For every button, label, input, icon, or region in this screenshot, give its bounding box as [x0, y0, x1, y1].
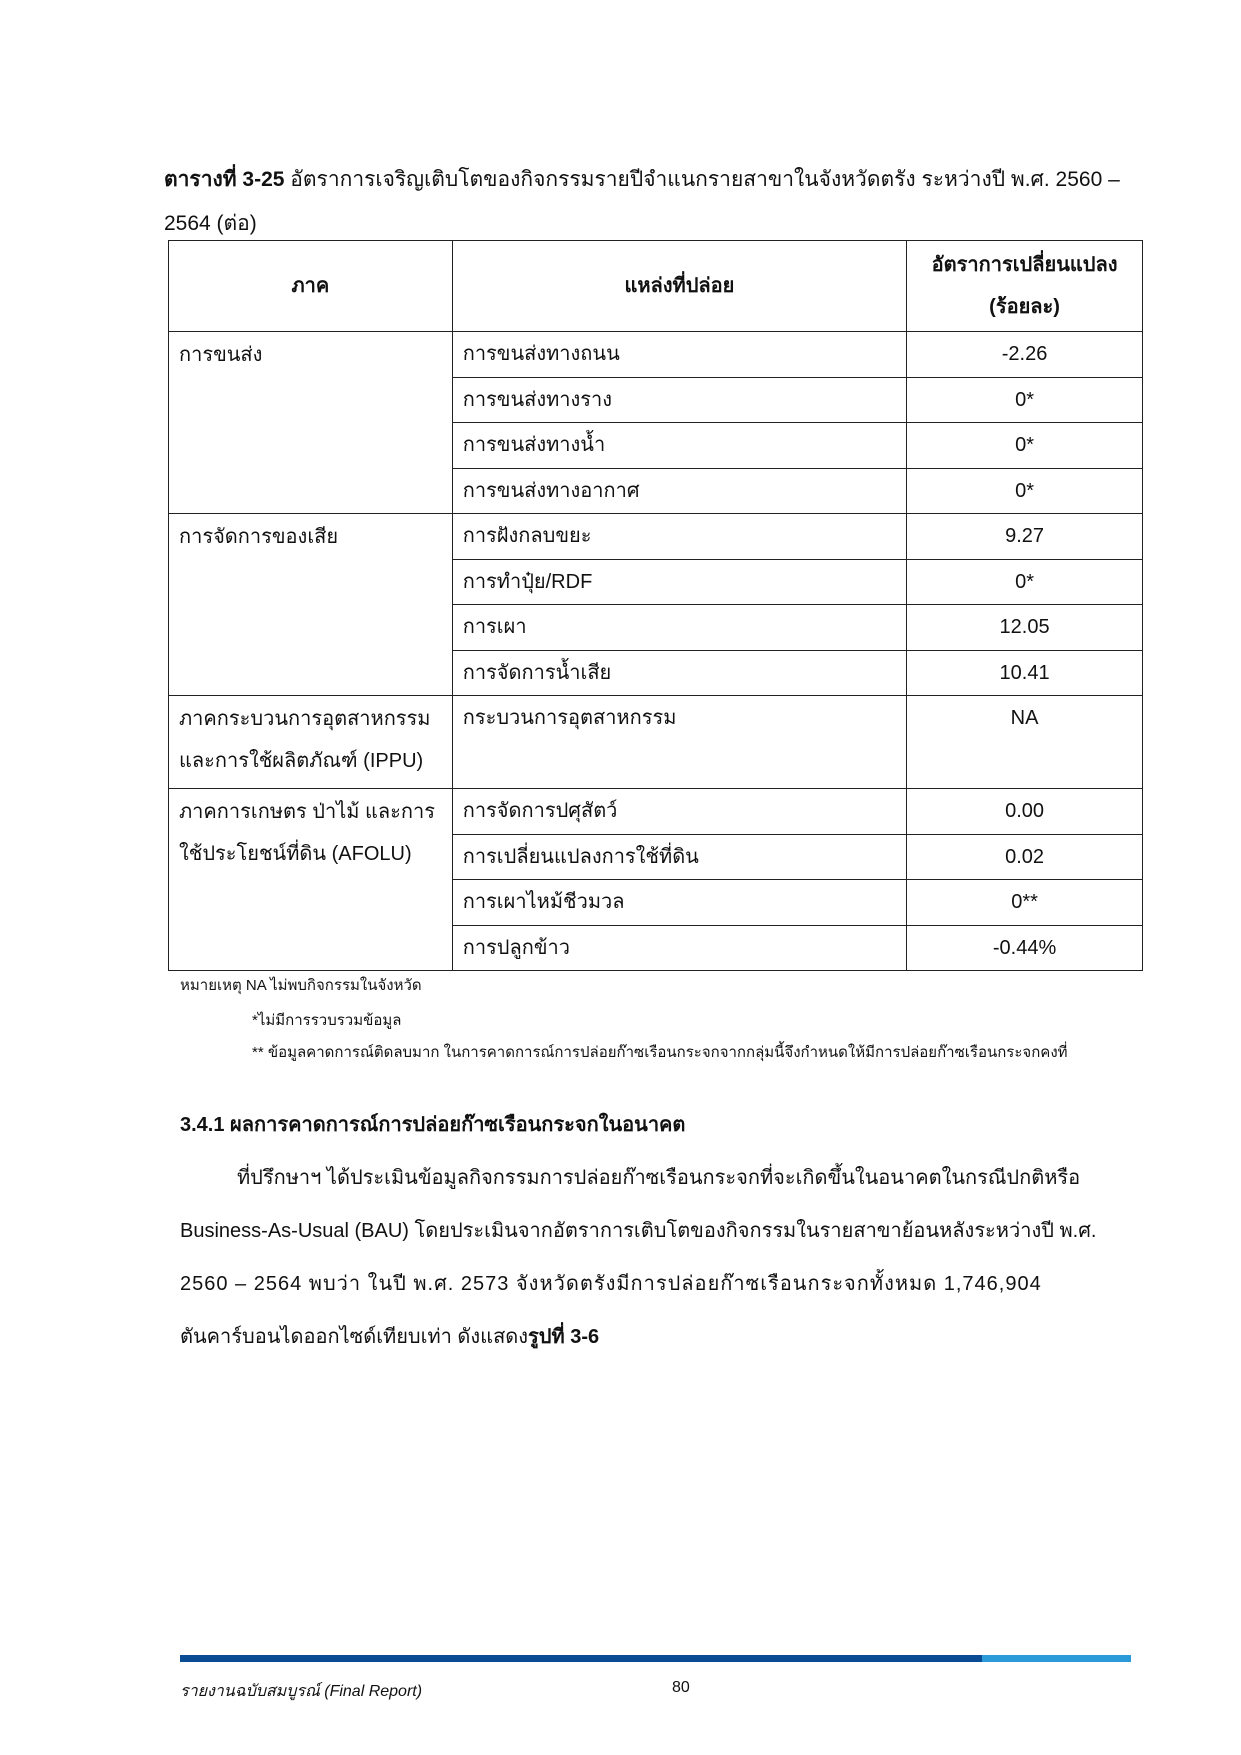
- source-cell: การขนส่งทางราง: [452, 377, 906, 423]
- footer-bar-accent: [982, 1655, 1131, 1662]
- source-cell: กระบวนการอุตสาหกรรม: [452, 696, 906, 789]
- paragraph-line: [180, 1311, 1132, 1364]
- paragraph-line: ที่ปรึกษาฯ ได้ประเมินข้อมูลกิจกรรมการปล่อยก๊าซเรือนกระจกที่จะเกิดขึ้นในอนาคตในกรณีปกติหรือ: [237, 1167, 1081, 1189]
- paragraph-line: Business-As-Usual (BAU) โดยประเมินจากอัตราการเติบโตของกิจกรรมในรายสาขาย้อนหลังระหว่างปี พ.ศ.: [180, 1220, 1097, 1242]
- rate-cell: 0*: [907, 559, 1143, 605]
- rate-cell: 0.02: [907, 834, 1143, 880]
- rate-cell: 0**: [907, 880, 1143, 926]
- header-sector: ภาค: [169, 241, 453, 332]
- footer-title: รายงานฉบับสมบูรณ์ (Final Report): [180, 1683, 423, 1700]
- rate-cell: 0*: [907, 423, 1143, 469]
- footer-bar: [180, 1655, 1131, 1662]
- growth-rate-table: [168, 240, 1143, 971]
- paragraph-text: ตันคาร์บอนไดออกไซด์เทียบเท่า ดังแสดง: [180, 1326, 529, 1348]
- source-cell: การปลูกข้าว: [452, 925, 906, 971]
- source-cell: การจัดการปศุสัตว์: [452, 789, 906, 835]
- sector-cell: การจัดการของเสีย: [169, 514, 453, 696]
- note-na: หมายเหตุ NA ไม่พบกิจกรรมในจังหวัด: [180, 977, 422, 994]
- table-row: [169, 514, 1143, 560]
- sector-cell: ภาคกระบวนการอุตสาหกรรมและการใช้ผลิตภัณฑ์ (IPPU): [169, 696, 453, 789]
- sector-cell: การขนส่ง: [169, 332, 453, 514]
- rate-cell: 10.41: [907, 650, 1143, 696]
- note-double-star: ** ข้อมูลคาดการณ์ติดลบมาก ในการคาดการณ์การปล่อยก๊าซเรือนกระจกจากกลุ่มนี้จึงกำหนดให้มีการปล่อยก๊าซเรือนกระจกคงที่: [252, 1044, 1068, 1061]
- header-source: แหล่งที่ปล่อย: [452, 241, 906, 332]
- source-cell: การขนส่งทางถนน: [452, 332, 906, 378]
- section-heading: 3.4.1 ผลการคาดการณ์การปล่อยก๊าซเรือนกระจกในอนาคต: [180, 1114, 686, 1136]
- figure-reference: รูปที่ 3-6: [528, 1326, 600, 1348]
- table-row: [169, 789, 1143, 835]
- page-number: 80: [672, 1679, 690, 1696]
- rate-cell: NA: [907, 696, 1143, 789]
- table-row: [169, 696, 1143, 789]
- rate-cell: -2.26: [907, 332, 1143, 378]
- header-rate: อัตราการเปลี่ยนแปลง (ร้อยละ): [907, 241, 1143, 332]
- caption-label: ตารางที่ 3-25: [164, 168, 285, 191]
- source-cell: การเผาไหม้ชีวมวล: [452, 880, 906, 926]
- paragraph-line: 2560 – 2564 พบว่า ในปี พ.ศ. 2573 จังหวัดตรังมีการปล่อยก๊าซเรือนกระจกทั้งหมด 1,746,904: [180, 1273, 1042, 1295]
- source-cell: การขนส่งทางอากาศ: [452, 468, 906, 514]
- note-star: *ไม่มีการรวบรวมข้อมูล: [252, 1012, 402, 1029]
- rate-cell: 12.05: [907, 605, 1143, 651]
- table-row: [169, 332, 1143, 378]
- rate-cell: 0*: [907, 377, 1143, 423]
- rate-cell: 0.00: [907, 789, 1143, 835]
- sector-cell: ภาคการเกษตร ป่าไม้ และการใช้ประโยชน์ที่ดิน (AFOLU): [169, 789, 453, 971]
- source-cell: การขนส่งทางน้ำ: [452, 423, 906, 469]
- source-cell: การเผา: [452, 605, 906, 651]
- source-cell: การเปลี่ยนแปลงการใช้ที่ดิน: [452, 834, 906, 880]
- source-cell: การจัดการน้ำเสีย: [452, 650, 906, 696]
- table-caption: [164, 158, 1154, 246]
- source-cell: การฝังกลบขยะ: [452, 514, 906, 560]
- rate-cell: 0*: [907, 468, 1143, 514]
- source-cell: การทำปุ๋ย/RDF: [452, 559, 906, 605]
- caption-text: อัตราการเจริญเติบโตของกิจกรรมรายปีจำแนกรายสาขาในจังหวัดตรัง ระหว่างปี พ.ศ. 2560 – 2564 (ต่อ): [164, 168, 1120, 235]
- rate-cell: 9.27: [907, 514, 1143, 560]
- rate-cell: -0.44%: [907, 925, 1143, 971]
- table-header: [169, 241, 1143, 332]
